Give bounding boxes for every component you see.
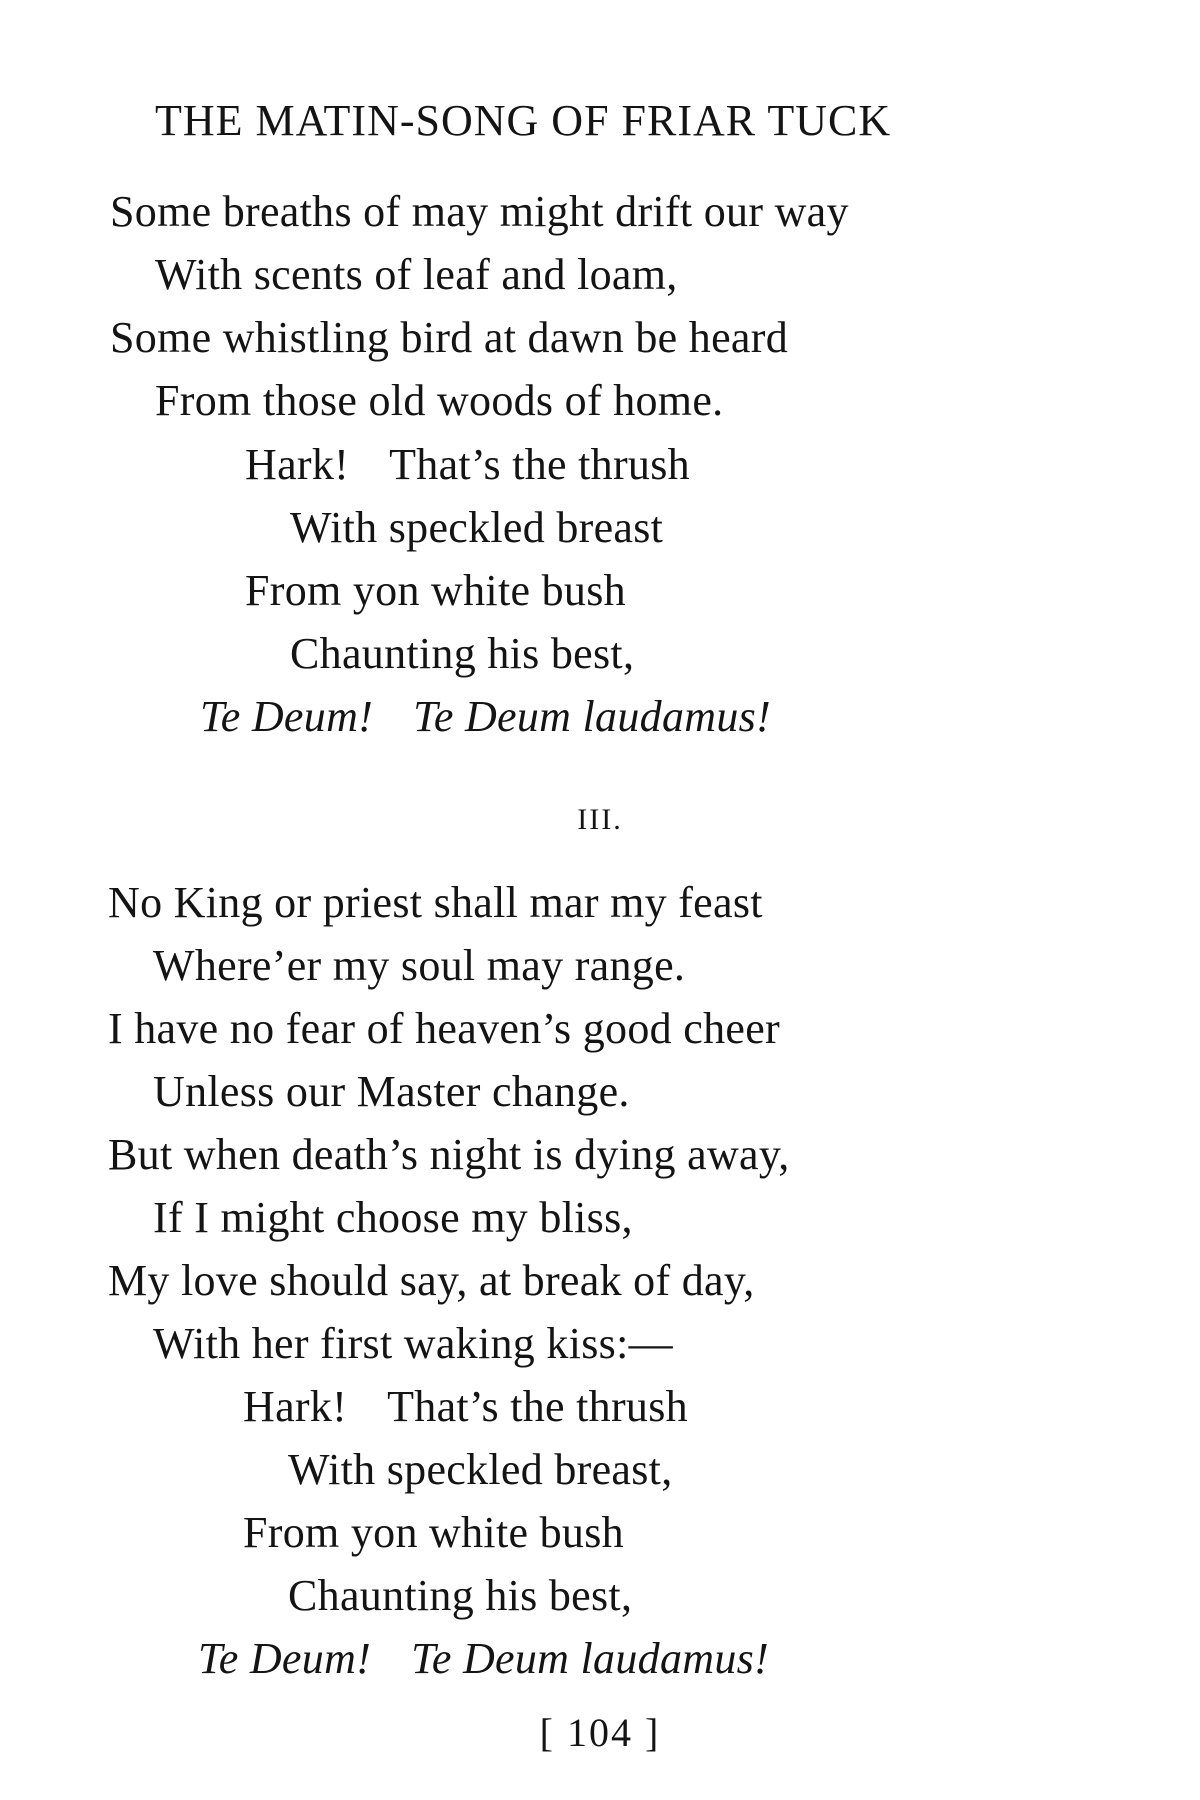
verse-line: No King or priest shall mar my feast [108, 878, 763, 927]
verse-line: Chaunting his best, [288, 1571, 633, 1620]
verse-line: With speckled breast [290, 503, 664, 552]
verse-line: Chaunting his best, [290, 629, 635, 678]
section-number: III. [577, 803, 623, 836]
te-deum-refrain [198, 1634, 769, 1684]
verse-line: My love should say, at break of day, [108, 1256, 755, 1305]
thrush-phrase: That’s the thrush [389, 440, 690, 489]
thrush-phrase: That’s the thrush [387, 1382, 688, 1431]
verse-line: Some breaths of may might drift our way [110, 187, 849, 236]
verse-line: Unless our Master change. [153, 1067, 630, 1116]
refrain-hark-line [243, 1382, 688, 1432]
verse-line: Where’er my soul may range. [153, 941, 686, 990]
hark-word: Hark! [243, 1382, 348, 1431]
refrain-hark-line [245, 440, 690, 490]
te-deum-refrain [200, 692, 771, 742]
verse-line: With her first waking kiss:— [153, 1319, 673, 1368]
verse-line: From yon white bush [245, 566, 626, 615]
verse-line: But when death’s night is dying away, [108, 1130, 790, 1179]
verse-line: From those old woods of home. [155, 376, 724, 425]
refrain-part: Te Deum! [200, 692, 374, 741]
refrain-part: Te Deum laudamus! [413, 692, 772, 741]
verse-line: I have no fear of heaven’s good cheer [108, 1004, 781, 1053]
running-title: THE MATIN-SONG OF FRIAR TUCK [155, 96, 892, 145]
hark-word: Hark! [245, 440, 350, 489]
verse-line: With scents of leaf and loam, [155, 250, 678, 299]
verse-line: If I might choose my bliss, [153, 1193, 633, 1242]
verse-line: Some whistling bird at dawn be heard [110, 313, 788, 362]
verse-line: With speckled breast, [288, 1445, 673, 1494]
refrain-part: Te Deum! [198, 1634, 372, 1683]
page-number: [ 104 ] [539, 1710, 661, 1755]
verse-line: From yon white bush [243, 1508, 624, 1557]
refrain-part: Te Deum laudamus! [411, 1634, 770, 1683]
